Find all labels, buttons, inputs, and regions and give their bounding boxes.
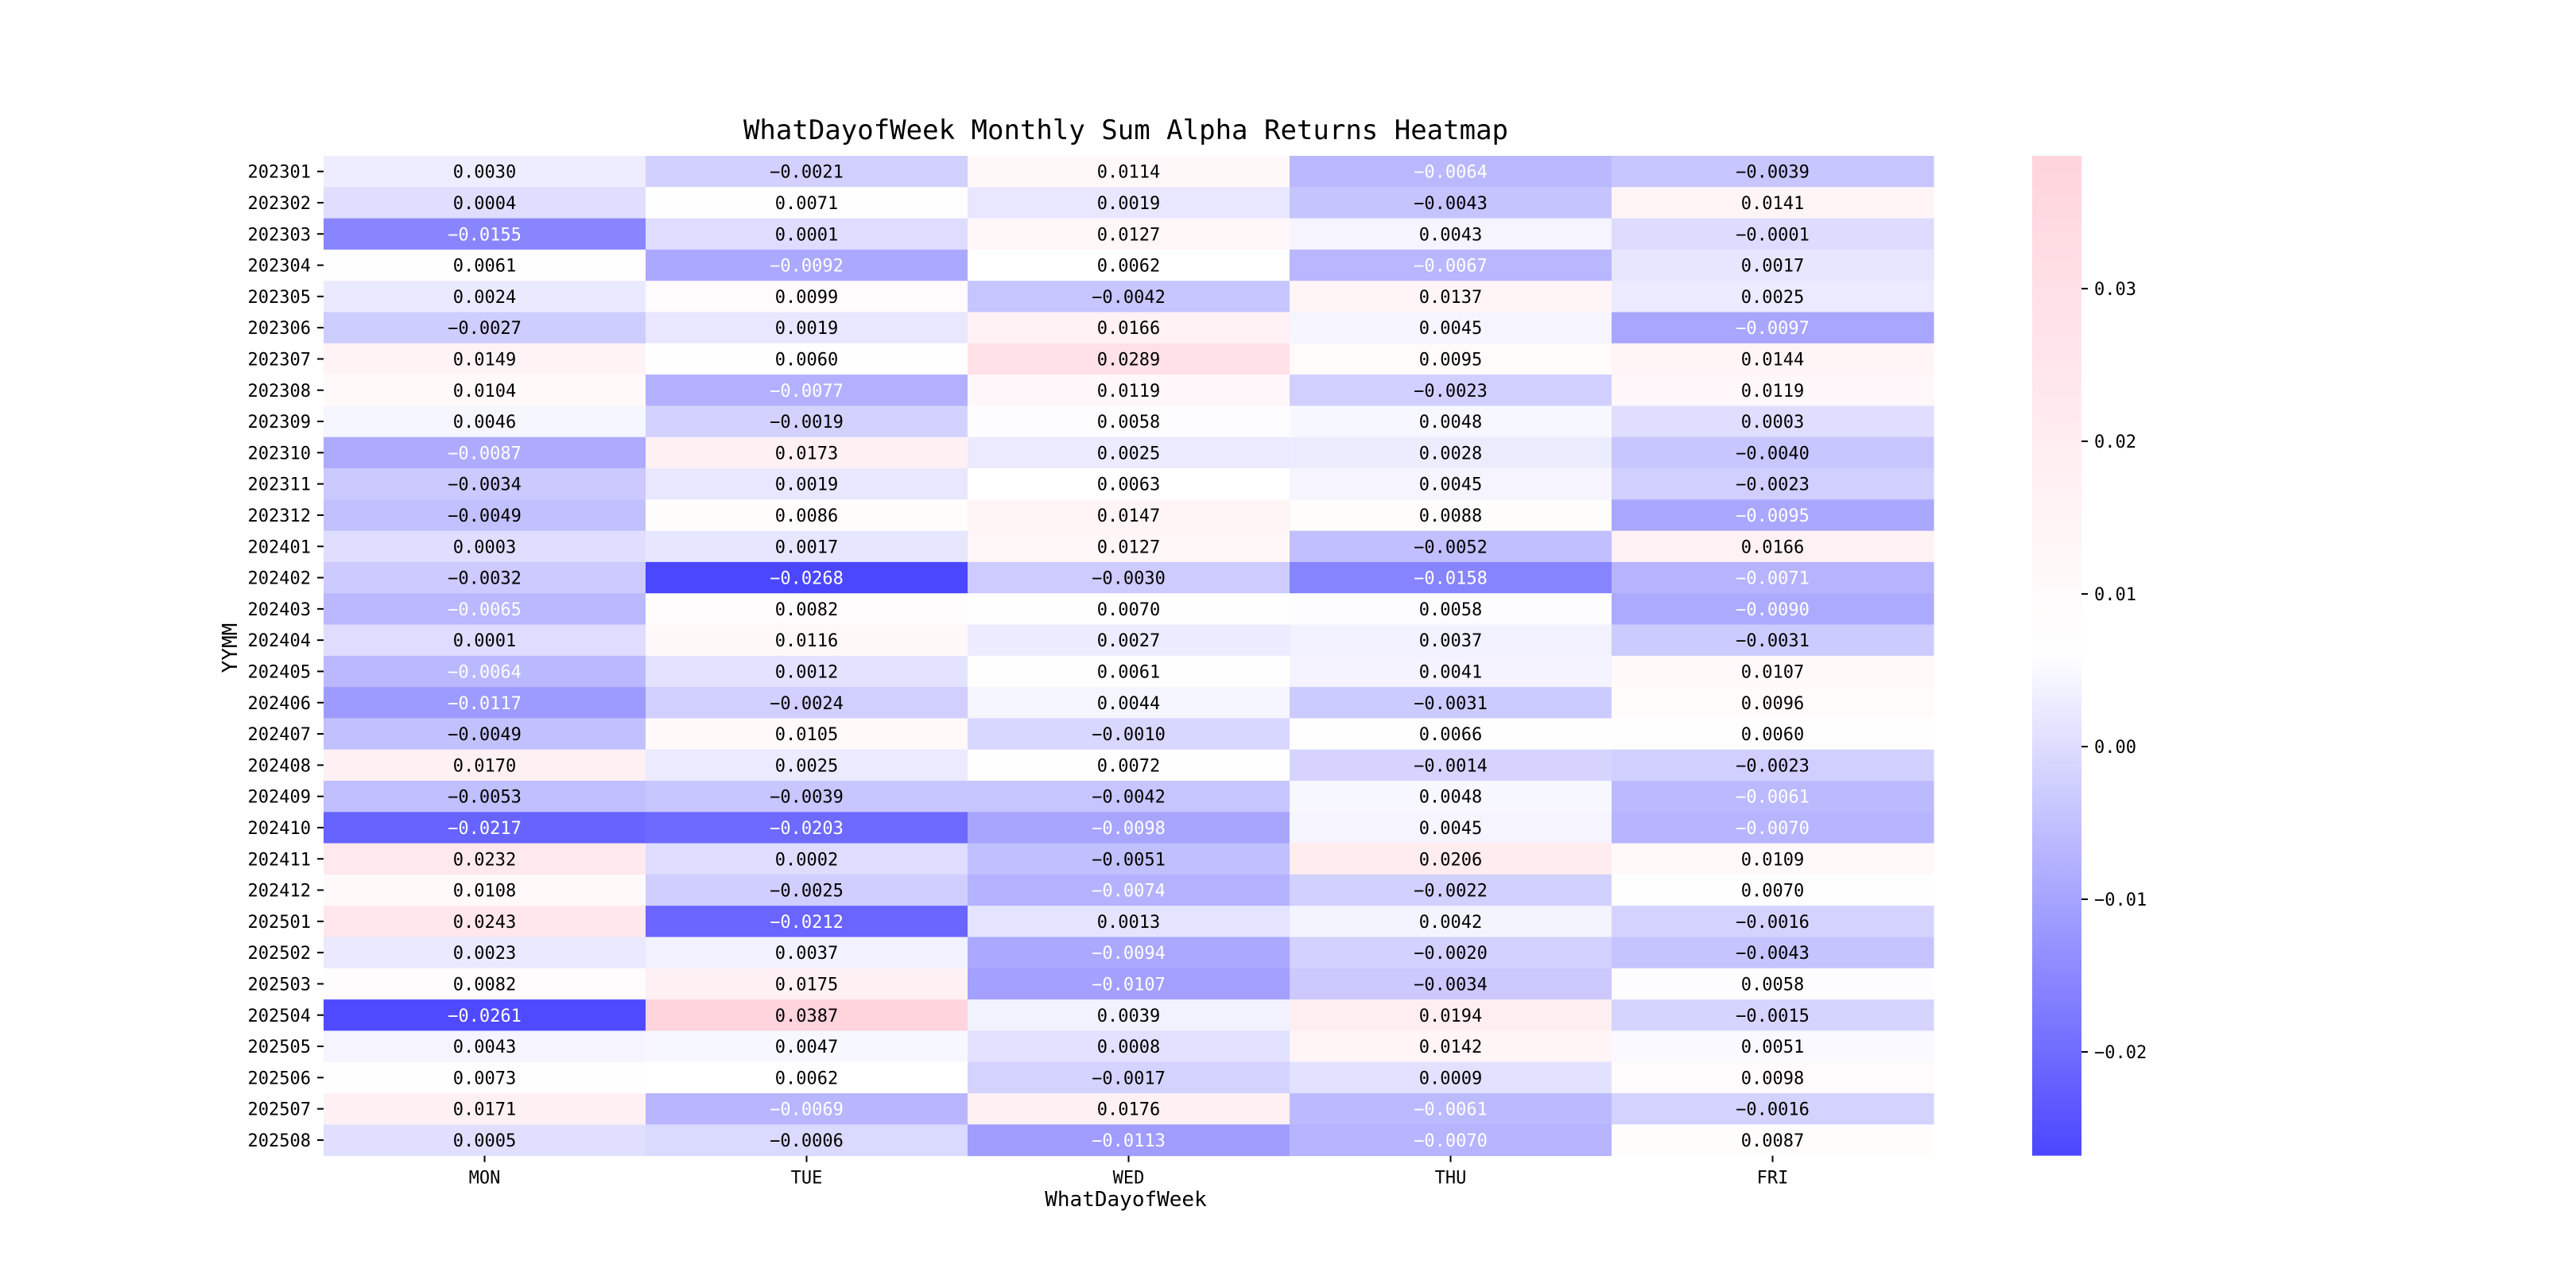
y-tick-label: 202410 — [247, 818, 311, 839]
cell-value-label: 0.0171 — [452, 1100, 517, 1120]
cell-value-label: −0.0043 — [1414, 193, 1488, 214]
cell-value-label: 0.0070 — [1096, 599, 1161, 620]
cell-value-label: −0.0155 — [448, 225, 522, 246]
cell-value-label: −0.0052 — [1414, 537, 1488, 558]
cell-value-label: 0.0024 — [452, 287, 517, 308]
cell-value-label: 0.0071 — [774, 193, 839, 214]
cell-value-label: 0.0013 — [1096, 912, 1161, 933]
cell-value-label: 0.0023 — [452, 944, 517, 964]
cell-value-label: −0.0090 — [1736, 599, 1810, 620]
colorbar-tick-label: 0.01 — [2094, 585, 2136, 606]
x-tick-label: FRI — [1756, 1168, 1789, 1189]
cell-value-label: 0.0108 — [452, 881, 517, 902]
cell-value-label: 0.0060 — [774, 350, 839, 370]
cell-value-label: 0.0142 — [1418, 1038, 1483, 1058]
cell-value-label: 0.0087 — [1740, 1131, 1805, 1151]
cell-value-label: −0.0040 — [1736, 444, 1810, 464]
cell-value-label: 0.0070 — [1740, 881, 1805, 902]
cell-value-label: 0.0061 — [452, 256, 517, 277]
y-tick-label: 202408 — [247, 756, 311, 777]
cell-value-label: −0.0098 — [1092, 818, 1166, 839]
cell-value-label: 0.0176 — [1096, 1100, 1161, 1120]
y-tick-label: 202307 — [247, 350, 311, 370]
cell-value-label: −0.0049 — [448, 725, 522, 746]
y-tick-label: 202501 — [247, 912, 311, 933]
cell-value-label: 0.0048 — [1418, 787, 1483, 808]
cell-value-label: −0.0022 — [1414, 881, 1488, 902]
cell-value-label: 0.0109 — [1740, 850, 1805, 871]
cell-value-label: 0.0041 — [1418, 662, 1483, 683]
cell-value-label: −0.0107 — [1092, 975, 1166, 995]
cell-value-label: −0.0064 — [448, 662, 522, 683]
cell-value-label: 0.0028 — [1418, 444, 1483, 464]
cell-value-label: −0.0030 — [1092, 568, 1166, 589]
y-axis — [248, 163, 324, 1151]
y-tick-label: 202405 — [247, 662, 311, 683]
cell-value-label: 0.0387 — [774, 1006, 839, 1026]
cell-value-label: −0.0212 — [770, 912, 844, 933]
cell-value-label: 0.0096 — [1740, 693, 1805, 714]
cell-value-label: 0.0206 — [1418, 850, 1483, 871]
cell-value-label: 0.0037 — [1418, 631, 1483, 652]
cell-value-label: 0.0008 — [1096, 1038, 1161, 1058]
y-tick-label: 202407 — [247, 725, 311, 746]
cell-value-label: 0.0173 — [774, 444, 839, 464]
y-tick-label: 202302 — [247, 193, 311, 214]
cell-value-label: −0.0042 — [1092, 787, 1166, 808]
cell-value-label: 0.0012 — [774, 662, 839, 683]
colorbar-tick-label: −0.01 — [2094, 890, 2147, 911]
cell-value-label: 0.0116 — [774, 631, 839, 652]
cell-value-label: 0.0194 — [1418, 1006, 1483, 1026]
cell-value-label: −0.0010 — [1092, 725, 1166, 746]
y-tick-label: 202309 — [247, 413, 311, 433]
cell-value-label: −0.0061 — [1736, 787, 1810, 808]
x-tick-label: MON — [468, 1168, 501, 1189]
cell-value-label: −0.0034 — [1414, 975, 1488, 995]
cell-value-label: 0.0062 — [774, 1069, 839, 1089]
y-tick-label: 202507 — [247, 1100, 311, 1120]
y-tick-label: 202312 — [247, 506, 311, 526]
cell-value-label: −0.0020 — [1414, 944, 1488, 964]
cell-value-label: 0.0043 — [1418, 225, 1483, 246]
cell-value-label: 0.0105 — [774, 725, 839, 746]
cell-value-label: 0.0005 — [452, 1131, 517, 1151]
y-tick-label: 202306 — [247, 319, 311, 339]
cell-value-label: 0.0048 — [1418, 413, 1483, 433]
cell-value-label: 0.0243 — [452, 912, 517, 933]
y-tick-label: 202304 — [247, 256, 311, 277]
cell-value-label: 0.0099 — [774, 287, 839, 308]
cell-value-label: 0.0063 — [1096, 475, 1161, 495]
cell-value-label: −0.0095 — [1736, 506, 1810, 526]
cell-value-label: 0.0066 — [1418, 725, 1483, 746]
cell-value-label: 0.0061 — [1096, 662, 1161, 683]
cell-value-label: −0.0097 — [1736, 319, 1810, 339]
x-axis-label: WhatDayofWeek — [1045, 1188, 1207, 1212]
y-tick-label: 202310 — [247, 444, 311, 464]
cell-value-label: 0.0088 — [1418, 506, 1483, 526]
y-tick-label: 202508 — [247, 1131, 311, 1151]
y-tick-label: 202401 — [247, 537, 311, 558]
cell-value-label: −0.0061 — [1414, 1100, 1488, 1120]
cell-value-label: 0.0017 — [774, 537, 839, 558]
cell-value-label: 0.0042 — [1418, 912, 1483, 933]
cell-value-label: 0.0119 — [1740, 381, 1805, 402]
cell-value-label: −0.0067 — [1414, 256, 1488, 277]
colorbar-tick-label: 0.03 — [2094, 280, 2136, 301]
x-tick-label: WED — [1112, 1168, 1145, 1189]
cell-value-label: −0.0064 — [1414, 162, 1488, 183]
cell-value-label: 0.0058 — [1418, 599, 1483, 620]
y-tick-label: 202411 — [247, 850, 311, 871]
cell-value-label: −0.0023 — [1736, 756, 1810, 777]
cell-value-label: 0.0072 — [1096, 756, 1161, 777]
y-axis-label: YYMM — [219, 623, 242, 673]
cell-value-label: 0.0019 — [1096, 193, 1161, 214]
cell-value-label: 0.0017 — [1740, 256, 1805, 277]
cell-value-label: 0.0086 — [774, 506, 839, 526]
cell-value-label: −0.0261 — [448, 1006, 522, 1026]
cell-value-label: 0.0107 — [1740, 662, 1805, 683]
cell-value-label: 0.0003 — [452, 537, 517, 558]
cell-value-label: 0.0027 — [1096, 631, 1161, 652]
cell-value-label: −0.0039 — [1736, 162, 1810, 183]
cell-value-label: −0.0023 — [1414, 381, 1488, 402]
cell-value-label: −0.0032 — [448, 568, 522, 589]
y-tick-label: 202402 — [247, 568, 311, 589]
cell-value-label: 0.0004 — [452, 193, 517, 214]
cell-value-label: 0.0051 — [1740, 1038, 1805, 1058]
cell-value-label: 0.0001 — [774, 225, 839, 246]
y-tick-label: 202403 — [247, 599, 311, 620]
y-tick-label: 202305 — [247, 287, 311, 308]
x-axis — [469, 1156, 1789, 1189]
cell-value-label: 0.0289 — [1096, 350, 1161, 370]
cell-value-label: 0.0025 — [1096, 444, 1161, 464]
cell-value-label: 0.0149 — [452, 350, 517, 370]
cell-value-label: −0.0077 — [770, 381, 844, 402]
cell-value-label: 0.0039 — [1096, 1006, 1161, 1026]
cell-value-label: 0.0127 — [1096, 225, 1161, 246]
cell-value-label: −0.0158 — [1414, 568, 1488, 589]
cell-value-label: 0.0137 — [1418, 287, 1483, 308]
cell-value-label: −0.0071 — [1736, 568, 1810, 589]
cell-value-label: 0.0095 — [1418, 350, 1483, 370]
y-tick-label: 202409 — [247, 787, 311, 808]
y-tick-label: 202412 — [247, 881, 311, 902]
y-tick-label: 202505 — [247, 1038, 311, 1058]
cell-value-label: −0.0051 — [1092, 850, 1166, 871]
cell-value-label: −0.0017 — [1092, 1069, 1166, 1089]
cell-value-label: 0.0232 — [452, 850, 517, 871]
cell-value-label: 0.0058 — [1740, 975, 1805, 995]
cell-value-label: −0.0031 — [1414, 693, 1488, 714]
cell-value-label: 0.0044 — [1096, 693, 1161, 714]
cell-value-label: −0.0021 — [770, 162, 844, 183]
cell-value-label: 0.0045 — [1418, 319, 1483, 339]
y-tick-label: 202311 — [247, 475, 311, 495]
cell-value-label: −0.0016 — [1736, 912, 1810, 933]
cell-value-label: −0.0023 — [1736, 475, 1810, 495]
cell-value-label: 0.0025 — [1740, 287, 1805, 308]
cell-value-label: 0.0114 — [1096, 162, 1161, 183]
cell-value-label: −0.0049 — [448, 506, 522, 526]
cell-value-label: 0.0166 — [1096, 319, 1161, 339]
colorbar-gradient — [2032, 156, 2081, 1156]
cell-value-label: 0.0060 — [1740, 725, 1805, 746]
y-tick-label: 202301 — [247, 162, 311, 183]
chart-title: WhatDayofWeek Monthly Sum Alpha Returns Heatmap — [743, 114, 1509, 146]
cell-value-label: 0.0043 — [452, 1038, 517, 1058]
cell-value-label: 0.0058 — [1096, 413, 1161, 433]
cell-value-label: −0.0069 — [770, 1100, 844, 1120]
cell-value-label: −0.0015 — [1736, 1006, 1810, 1026]
cell-value-label: −0.0034 — [448, 475, 522, 495]
cell-value-label: −0.0074 — [1092, 881, 1166, 902]
cell-value-label: −0.0217 — [448, 818, 522, 839]
cell-value-label: 0.0147 — [1096, 506, 1161, 526]
cell-value-label: 0.0030 — [452, 162, 517, 183]
cell-value-label: 0.0045 — [1418, 475, 1483, 495]
cell-value-label: −0.0031 — [1736, 631, 1810, 652]
y-tick-label: 202404 — [247, 631, 311, 652]
cell-value-label: 0.0019 — [774, 319, 839, 339]
cell-value-label: 0.0047 — [774, 1038, 839, 1058]
cell-value-label: −0.0042 — [1092, 287, 1166, 308]
cell-value-label: −0.0043 — [1736, 944, 1810, 964]
cell-value-label: 0.0001 — [452, 631, 517, 652]
cell-value-label: −0.0027 — [448, 319, 522, 339]
heatmap-cells — [324, 156, 1934, 1156]
cell-value-label: 0.0045 — [1418, 818, 1483, 839]
cell-value-label: −0.0024 — [770, 693, 844, 714]
cell-value-label: 0.0009 — [1418, 1069, 1483, 1089]
cell-value-label: −0.0025 — [770, 881, 844, 902]
cell-value-label: −0.0092 — [770, 256, 844, 277]
cell-value-label: 0.0003 — [1740, 413, 1805, 433]
y-tick-label: 202502 — [247, 944, 311, 964]
cell-value-label: 0.0141 — [1740, 193, 1805, 214]
cell-value-label: −0.0117 — [448, 693, 522, 714]
cell-value-label: −0.0006 — [770, 1131, 844, 1151]
cell-value-label: 0.0170 — [452, 756, 517, 777]
cell-value-label: 0.0082 — [774, 599, 839, 620]
cell-value-label: 0.0127 — [1096, 537, 1161, 558]
cell-value-label: −0.0268 — [770, 568, 844, 589]
cell-value-label: −0.0001 — [1736, 225, 1810, 246]
cell-value-label: 0.0082 — [452, 975, 517, 995]
colorbar — [2032, 156, 2147, 1156]
cell-value-label: 0.0019 — [774, 475, 839, 495]
y-tick-label: 202303 — [247, 225, 311, 246]
cell-value-label: 0.0062 — [1096, 256, 1161, 277]
cell-value-label: −0.0070 — [1414, 1131, 1488, 1151]
y-tick-label: 202503 — [247, 975, 311, 995]
cell-value-label: −0.0113 — [1092, 1131, 1166, 1151]
cell-value-label: 0.0175 — [774, 975, 839, 995]
cell-value-label: −0.0087 — [448, 444, 522, 464]
cell-value-label: −0.0094 — [1092, 944, 1166, 964]
cell-value-label: −0.0019 — [770, 413, 844, 433]
cell-value-label: 0.0119 — [1096, 381, 1161, 402]
cell-value-label: −0.0065 — [448, 599, 522, 620]
cell-value-label: 0.0144 — [1740, 350, 1805, 370]
cell-value-label: 0.0046 — [452, 413, 517, 433]
x-tick-label: TUE — [790, 1168, 823, 1189]
cell-value-label: 0.0025 — [774, 756, 839, 777]
cell-value-label: −0.0203 — [770, 818, 844, 839]
y-tick-label: 202308 — [247, 381, 311, 402]
cell-value-label: −0.0070 — [1736, 818, 1810, 839]
y-tick-label: 202504 — [247, 1006, 311, 1026]
cell-value-label: −0.0039 — [770, 787, 844, 808]
colorbar-tick-label: 0.02 — [2094, 433, 2136, 453]
cell-value-label: −0.0053 — [448, 787, 522, 808]
colorbar-tick-label: −0.02 — [2094, 1043, 2147, 1064]
cell-value-label: 0.0073 — [452, 1069, 517, 1089]
cell-value-label: 0.0166 — [1740, 537, 1805, 558]
cell-value-label: 0.0098 — [1740, 1069, 1805, 1089]
cell-value-label: 0.0002 — [774, 850, 839, 871]
cell-value-label: −0.0014 — [1414, 756, 1488, 777]
cell-value-label: −0.0016 — [1736, 1100, 1810, 1120]
colorbar-tick-label: 0.00 — [2094, 738, 2136, 758]
x-tick-label: THU — [1434, 1168, 1467, 1189]
y-tick-label: 202506 — [247, 1069, 311, 1089]
cell-value-label: 0.0037 — [774, 944, 839, 964]
cell-value-label: 0.0104 — [452, 381, 517, 402]
y-tick-label: 202406 — [247, 693, 311, 714]
